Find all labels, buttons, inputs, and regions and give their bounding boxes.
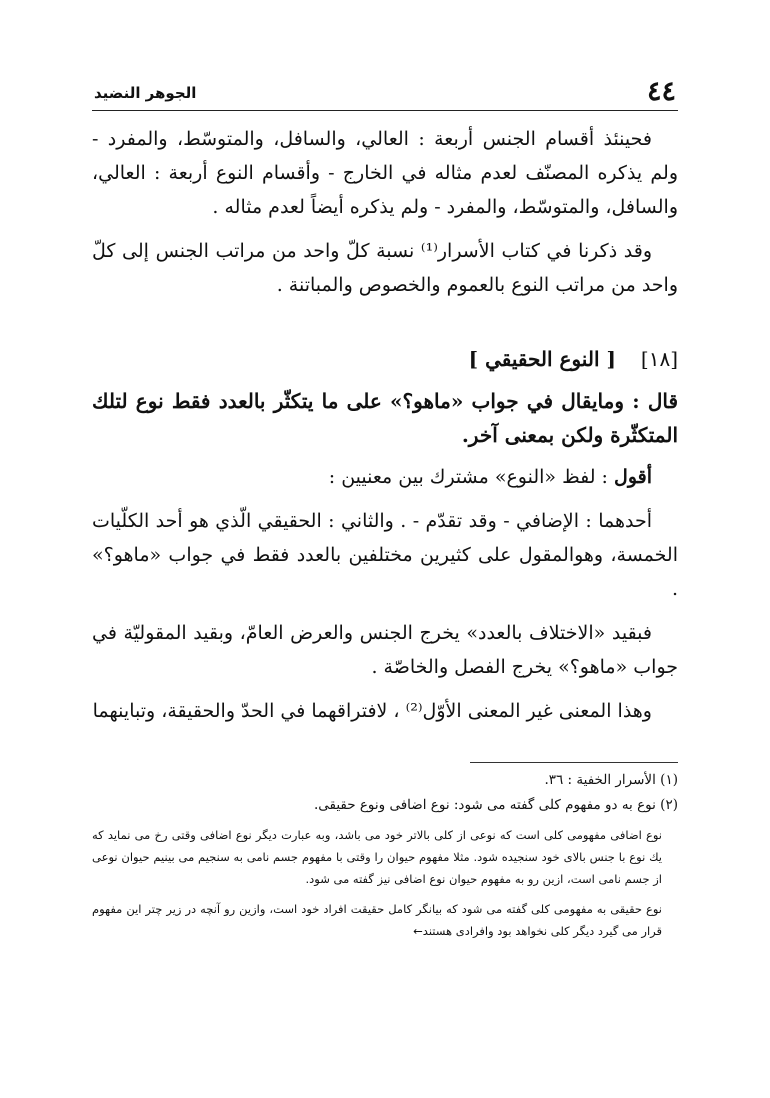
footnote-2: (٢) نوع به دو مفهوم كلى گفته مى شود: نوع اضافى ونوع حقيقى. [313, 797, 678, 813]
section-heading [92, 342, 678, 376]
main-text [92, 122, 678, 738]
paragraph-asrar-reference: وقد ذكرنا في كتاب الأسرار⁽¹⁾ نسبة كلّ واحد من مراتب الجنس إلى كلّ واحد من مراتب النوع بالعموم والخصوص والمباتنة . [92, 240, 678, 296]
paragraph-qualifiers: فبقيد «الاختلاف بالعدد» يخرج الجنس والعرض العامّ، وبقيد المقوليّة في جواب «ماهو؟» يخرج الفصل والخاصّة . [92, 622, 678, 678]
matn-quote [92, 384, 678, 452]
page-number: ٤٤ [646, 76, 676, 107]
page-header [92, 76, 678, 111]
aqulu-text: : لفظ «النوع» مشترك بين معنيين : [328, 466, 608, 488]
footnotes [92, 768, 678, 942]
running-title: الجوهر النضيد [94, 84, 197, 102]
footnote-1: (١) الأسرار الخفية : ٣٦. [544, 772, 678, 788]
sharh-intro [92, 460, 678, 494]
section-number: [١٨] [640, 347, 678, 371]
section-title: [ النوع الحقيقي ] [468, 347, 616, 371]
footnote-2-relative-species: نوع اضافى مفهومى كلى است كه نوعى از كلى بالاتر خود مى باشد، وبه عبارت ديگر نوع اضافى وقتى رخ مى نمايد كه يك نوع با جنس بالاى خود سنجيده شود. مثلا مفهوم حيوان را وقتى با مفهوم جسم نامى به سنجيم مى بينيم حيوان نوعى از جسم نامى است، ازين رو به مفهوم حيوان نوع اضافى نيز گفته مى شود. [92, 828, 662, 886]
qala-text: : ومايقال في جواب «ماهو؟» على ما يتكثّر بالعدد فقط نوع لتلك المتكثّرة ولكن بمعنى آخر. [92, 389, 678, 447]
paragraph-difference: وهذا المعنى غير المعنى الأوّل⁽²⁾ ، لافتراقهما في الحدّ والحقيقة، وتباينهما [92, 700, 652, 722]
qala-label: قال [647, 389, 678, 413]
footnote-2-real-species: نوع حقيقى به مفهومى كلى گفته مى شود كه بيانگر كامل حقيقت افراد خود است، وازين رو آنچه در زير چتر اين مفهوم قرار مى گيرد ديگر كلى نخواهد بود وافرادى هستند← [92, 902, 662, 938]
paragraph-two-meanings: أحدهما : الإضافي - وقد تقدّم - . والثاني : الحقيقي الّذي هو أحد الكلّيات الخمسة، وهوالمقول على كثيرين مختلفين بالعدد فقط في جواب «ماهو؟» . [92, 510, 678, 600]
paragraph-genus-divisions: فحينئذ أقسام الجنس أربعة : العالي، والسافل، والمتوسّط، والمفرد - ولم يذكره المصنّف لعدم مثاله في الخارج - وأقسام النوع أربعة : العالي، والسافل، والمتوسّط، والمفرد - ولم يذكره أيضاً لعدم مثاله . [92, 128, 678, 218]
footnote-divider [470, 762, 678, 763]
aqulu-label: أقول [614, 466, 652, 488]
